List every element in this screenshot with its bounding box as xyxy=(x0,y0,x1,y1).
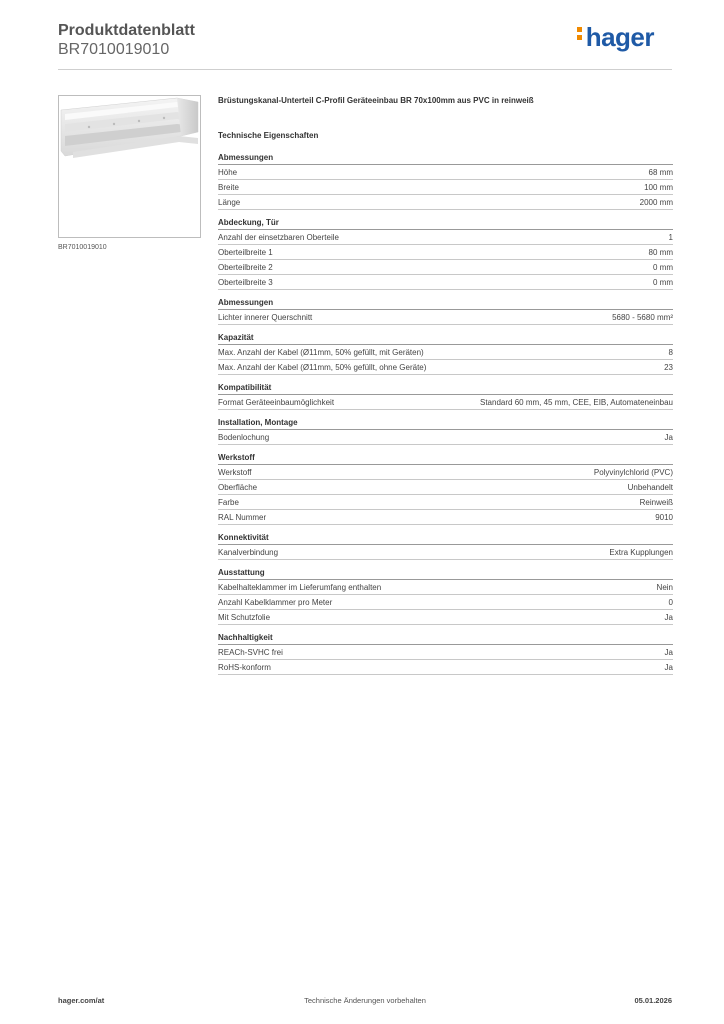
spec-group xyxy=(218,332,673,375)
logo-dots-icon xyxy=(577,27,583,43)
spec-label: Mit Schutzfolie xyxy=(218,613,271,622)
spec-row xyxy=(218,580,673,595)
spec-label: Kanalverbindung xyxy=(218,548,279,557)
spec-label: Anzahl Kabelklammer pro Meter xyxy=(218,598,333,607)
image-caption: BR7010019010 xyxy=(58,244,107,251)
spec-label: Oberteilbreite 3 xyxy=(218,278,273,287)
spec-value: Ja xyxy=(664,648,673,657)
spec-value: 0 xyxy=(668,598,673,607)
spec-value: 68 mm xyxy=(648,168,673,177)
spec-group-title: Abmessungen xyxy=(218,152,673,165)
spec-group xyxy=(218,567,673,625)
footer-website-link[interactable]: hager.com/at xyxy=(58,996,105,1005)
spec-group-title: Kapazität xyxy=(218,332,673,345)
spec-group xyxy=(218,152,673,210)
spec-label: Länge xyxy=(218,198,241,207)
spec-value: Ja xyxy=(664,433,673,442)
spec-label: RAL Nummer xyxy=(218,513,267,522)
spec-row xyxy=(218,545,673,560)
page-title: Produktdatenblatt xyxy=(58,22,195,39)
spec-group-title: Werkstoff xyxy=(218,452,673,465)
spec-row xyxy=(218,660,673,675)
spec-value: 5680 - 5680 mm² xyxy=(612,313,673,322)
spec-group-title: Konnektivität xyxy=(218,532,673,545)
spec-label: Oberfläche xyxy=(218,483,258,492)
footer-notice: Technische Änderungen vorbehalten xyxy=(304,996,426,1005)
spec-row xyxy=(218,610,673,625)
spec-value: Polyvinylchlorid (PVC) xyxy=(593,468,673,477)
spec-label: Höhe xyxy=(218,168,238,177)
spec-label: Lichter innerer Querschnitt xyxy=(218,313,313,322)
hager-logo[interactable] xyxy=(577,22,654,53)
spec-row xyxy=(218,465,673,480)
spec-row xyxy=(218,260,673,275)
product-description: Brüstungskanal-Unterteil C-Profil Geräteeinbau BR 70x100mm aus PVC in reinweiß xyxy=(218,96,534,105)
spec-group xyxy=(218,382,673,410)
cable-duct-product-photo-icon xyxy=(59,96,200,237)
spec-value: Reinweiß xyxy=(639,498,673,507)
spec-group xyxy=(218,532,673,560)
spec-label: Bodenlochung xyxy=(218,433,270,442)
spec-label: Max. Anzahl der Kabel (Ø11mm, 50% gefüllt, ohne Geräte) xyxy=(218,363,427,372)
spec-label: Kabelhalteklammer im Lieferumfang enthalten xyxy=(218,583,382,592)
spec-label: Max. Anzahl der Kabel (Ø11mm, 50% gefüllt, mit Geräten) xyxy=(218,348,424,357)
spec-row xyxy=(218,180,673,195)
spec-row xyxy=(218,275,673,290)
spec-value: 9010 xyxy=(655,513,673,522)
spec-group-title: Installation, Montage xyxy=(218,417,673,430)
spec-value: 80 mm xyxy=(648,248,673,257)
spec-value: Extra Kupplungen xyxy=(609,548,673,557)
spec-row xyxy=(218,430,673,445)
spec-label: Werkstoff xyxy=(218,468,252,477)
spec-value: 1 xyxy=(668,233,673,242)
spec-row xyxy=(218,230,673,245)
spec-value: Ja xyxy=(664,663,673,672)
spec-group xyxy=(218,452,673,525)
logo-text: hager xyxy=(585,22,654,52)
spec-label: REACh-SVHC frei xyxy=(218,648,283,657)
footer-date: 05.01.2026 xyxy=(634,996,672,1005)
spec-value: 100 mm xyxy=(644,183,673,192)
spec-group xyxy=(218,297,673,325)
spec-value: 23 xyxy=(664,363,673,372)
spec-row xyxy=(218,245,673,260)
spec-row xyxy=(218,345,673,360)
spec-label: Oberteilbreite 1 xyxy=(218,248,273,257)
spec-row xyxy=(218,510,673,525)
article-number: BR7010019010 xyxy=(58,41,170,58)
spec-label: Farbe xyxy=(218,498,239,507)
spec-label: Anzahl der einsetzbaren Oberteile xyxy=(218,233,339,242)
spec-row xyxy=(218,165,673,180)
spec-label: RoHS-konform xyxy=(218,663,271,672)
spec-group-title: Ausstattung xyxy=(218,567,673,580)
page-footer xyxy=(58,996,672,1010)
spec-row xyxy=(218,495,673,510)
spec-row xyxy=(218,195,673,210)
spec-group xyxy=(218,417,673,445)
spec-group xyxy=(218,217,673,290)
spec-row xyxy=(218,310,673,325)
spec-label: Oberteilbreite 2 xyxy=(218,263,273,272)
spec-value: 8 xyxy=(668,348,673,357)
spec-row xyxy=(218,395,673,410)
spec-value: 0 mm xyxy=(653,263,673,272)
spec-value: 2000 mm xyxy=(639,198,673,207)
spec-value: Ja xyxy=(664,613,673,622)
spec-label: Format Geräteeinbaumöglichkeit xyxy=(218,398,335,407)
product-image xyxy=(58,95,201,238)
spec-row xyxy=(218,645,673,660)
spec-value: 0 mm xyxy=(653,278,673,287)
section-heading: Technische Eigenschaften xyxy=(218,131,319,140)
spec-value: Unbehandelt xyxy=(627,483,673,492)
spec-group-title: Abmessungen xyxy=(218,297,673,310)
spec-row xyxy=(218,360,673,375)
spec-group-title: Nachhaltigkeit xyxy=(218,632,673,645)
spec-row xyxy=(218,480,673,495)
spec-group-title: Abdeckung, Tür xyxy=(218,217,673,230)
spec-row xyxy=(218,595,673,610)
spec-label: Breite xyxy=(218,183,239,192)
spec-content xyxy=(218,95,673,682)
spec-group-title: Kompatibilität xyxy=(218,382,673,395)
spec-value: Standard 60 mm, 45 mm, CEE, EIB, Automateneinbau xyxy=(480,398,673,407)
spec-groups xyxy=(218,152,673,675)
spec-value: Nein xyxy=(656,583,673,592)
page-header xyxy=(58,22,672,70)
spec-group xyxy=(218,632,673,675)
